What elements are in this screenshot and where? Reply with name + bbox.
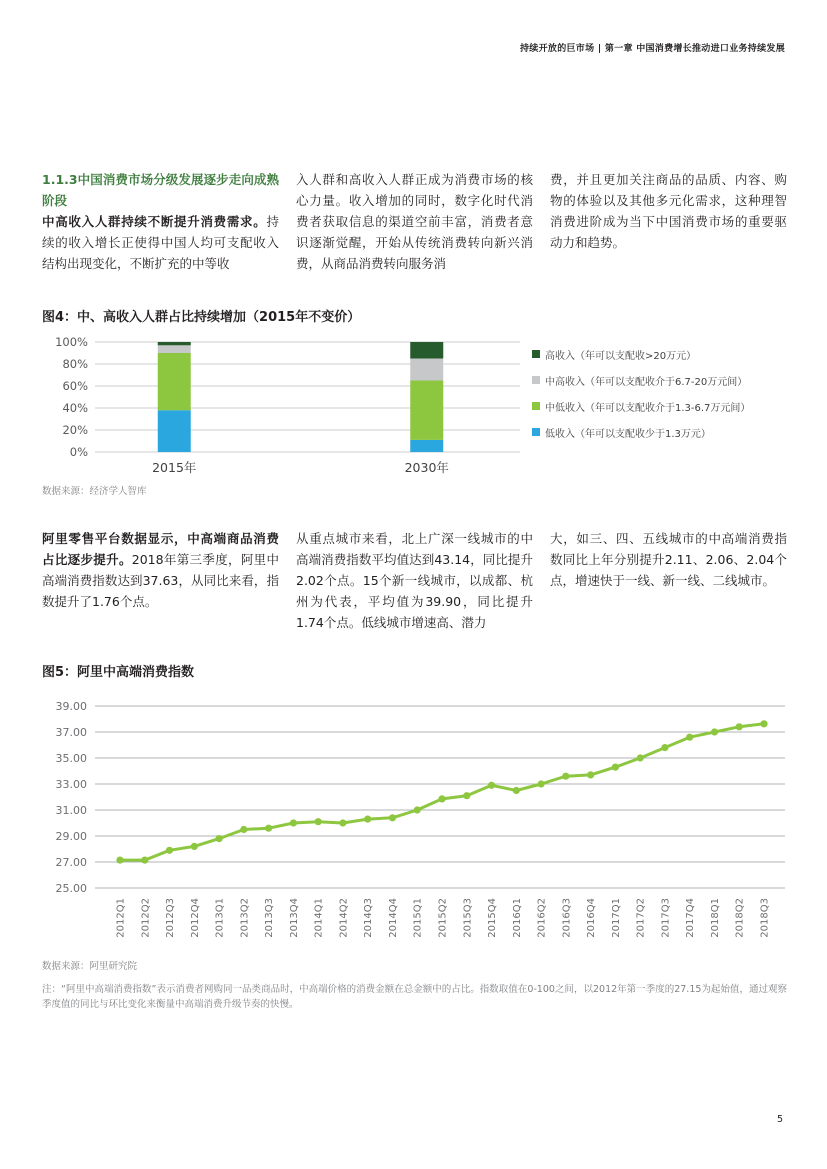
page-number: 5: [776, 1114, 783, 1125]
x-tick-label: 2016Q3: [561, 898, 573, 938]
text-column-1: [42, 528, 279, 633]
figure4-stacked-bar-chart: [42, 332, 528, 484]
x-tick-label: 2018Q3: [759, 898, 771, 938]
bar-segment: [158, 345, 191, 353]
paragraph-text: 费，并且更加关注商品的品质、内容、购物的体验以及其他多元化需求，这种理智消费进阶成为当下中国消费市场的重要驱动力和趋势。: [550, 172, 787, 250]
data-point: [711, 728, 718, 735]
data-point: [141, 857, 148, 864]
y-tick-label: 39.00: [55, 700, 87, 713]
section-heading: 1.1.3中国消费市场分级发展逐步走向成熟阶段: [42, 172, 279, 208]
bar-segment: [410, 342, 443, 359]
text-column-2: [296, 169, 533, 274]
x-tick-label: 2015Q1: [412, 898, 424, 938]
data-point: [438, 795, 445, 802]
paragraph-text: 2018年第三季度，阿里中高端消费指数达到37.63，从同比来看，指数提升了1.76个点。: [42, 552, 279, 609]
y-tick-label: 80%: [62, 357, 88, 371]
data-point: [736, 723, 743, 730]
x-tick-label: 2016Q2: [536, 898, 548, 938]
legend-item: [532, 367, 750, 393]
x-tick-label: 2015Q2: [437, 898, 449, 938]
bar-segment: [410, 440, 443, 452]
x-tick-label: 2012Q4: [189, 898, 201, 938]
y-tick-label: 25.00: [55, 882, 87, 895]
x-tick-label: 2016Q1: [511, 898, 523, 938]
legend-item: [532, 341, 750, 367]
data-point: [290, 819, 297, 826]
bar-segment: [158, 342, 191, 345]
x-tick-label: 2013Q1: [214, 898, 226, 938]
data-point: [488, 782, 495, 789]
legend-item: [532, 419, 750, 445]
legend-swatch: [532, 350, 540, 358]
data-point: [389, 814, 396, 821]
paragraph-lead: 阿里零售平台数据显示，中高端商品消费占比逐步提升。: [42, 531, 279, 567]
text-column-2: [296, 528, 533, 633]
paragraph-text: 从重点城市来看，北上广深一线城市的中高端消费指数平均值达到43.14，同比提升2.02个点。15个新一线城市，以成都、杭州为代表，平均值为39.90，同比提升1.74个点。低线城市增速高、潜力: [296, 531, 533, 630]
x-tick-label: 2015Q3: [462, 898, 474, 938]
figure4-title: 图4：中、高收入人群占比持续增加（2015年不变价）: [42, 310, 361, 325]
legend-item: [532, 393, 750, 419]
y-tick-label: 27.00: [55, 856, 87, 869]
x-tick-label: 2013Q3: [264, 898, 276, 938]
legend-label: 中高收入（年可以支配收介于6.7-20万元间）: [545, 376, 748, 388]
data-point: [265, 825, 272, 832]
data-point: [414, 806, 421, 813]
y-tick-label: 0%: [69, 445, 88, 459]
data-point: [315, 818, 322, 825]
x-category-label: 2030年: [404, 460, 449, 475]
bar-segment: [158, 353, 191, 410]
paragraph: [42, 211, 279, 274]
x-tick-label: 2013Q4: [288, 898, 300, 938]
data-point: [612, 764, 619, 771]
x-category-label: 2015年: [152, 460, 197, 475]
y-tick-label: 35.00: [55, 752, 87, 765]
data-point: [637, 754, 644, 761]
figure4-source: 数据来源：经济学人智库: [42, 486, 147, 497]
text-column-3: [550, 169, 787, 274]
paragraph: [42, 528, 279, 612]
x-tick-label: 2012Q3: [165, 898, 177, 938]
data-point: [562, 773, 569, 780]
legend-label: 中低收入（年可以支配收介于1.3-6.7万元间）: [545, 402, 751, 414]
data-point: [661, 744, 668, 751]
data-point: [513, 787, 520, 794]
x-tick-label: 2018Q1: [709, 898, 721, 938]
legend-swatch: [532, 376, 540, 384]
y-tick-label: 37.00: [55, 726, 87, 739]
bar-segment: [410, 381, 443, 440]
legend-label: 低收入（年可以支配收少于1.3万元）: [545, 428, 711, 440]
x-tick-label: 2012Q2: [140, 898, 152, 938]
y-tick-label: 60%: [62, 379, 88, 393]
paragraph-text: 大，如三、四、五线城市的中高端消费指数同比上年分别提升2.11、2.06、2.04个点，增速快于一线、新一线、二线城市。: [550, 531, 787, 588]
text-column-3: [550, 528, 787, 633]
data-point: [116, 857, 123, 864]
x-tick-label: 2013Q2: [239, 898, 251, 938]
data-point: [686, 734, 693, 741]
page-header: 持续开放的巨市场 | 第一章 中国消费增长推动进口业务持续发展: [520, 44, 785, 54]
intro-text-columns: [42, 169, 787, 274]
data-point: [538, 780, 545, 787]
data-point: [339, 819, 346, 826]
data-point: [760, 720, 767, 727]
y-tick-label: 31.00: [55, 804, 87, 817]
data-point: [166, 847, 173, 854]
x-tick-label: 2018Q2: [734, 898, 746, 938]
body-text-columns: [42, 528, 787, 633]
y-tick-label: 29.00: [55, 830, 87, 843]
x-tick-label: 2015Q4: [487, 898, 499, 938]
data-point: [463, 792, 470, 799]
y-tick-label: 100%: [55, 335, 88, 349]
x-tick-label: 2017Q3: [660, 898, 672, 938]
paragraph-lead: 中高收入人群持续不断提升消费需求。: [42, 214, 267, 229]
data-point: [364, 816, 371, 823]
x-tick-label: 2014Q4: [387, 898, 399, 938]
bar-segment: [158, 410, 191, 452]
figure5-source: 数据来源：阿里研究院: [42, 961, 138, 972]
x-tick-label: 2014Q3: [363, 898, 375, 938]
x-tick-label: 2016Q4: [586, 898, 598, 938]
data-point: [216, 835, 223, 842]
legend-label: 高收入（年可以支配收>20万元）: [545, 350, 697, 362]
data-point: [240, 826, 247, 833]
figure5-title: 图5：阿里中高端消费指数: [42, 665, 195, 680]
x-tick-label: 2014Q2: [338, 898, 350, 938]
x-tick-label: 2012Q1: [115, 898, 127, 938]
x-tick-label: 2017Q4: [685, 898, 697, 938]
y-tick-label: 20%: [62, 423, 88, 437]
paragraph-text: 入人群和高收入人群正成为消费市场的核心力量。收入增加的同时，数字化时代消费者获取信息的渠道空前丰富，消费者意识逐渐觉醒，开始从传统消费转向新兴消费，从商品消费转向服务消: [296, 172, 533, 271]
text-column-1: [42, 169, 279, 274]
figure4-legend: [532, 332, 750, 445]
x-tick-label: 2014Q1: [313, 898, 325, 938]
figure5-line-chart: [42, 692, 787, 950]
x-tick-label: 2017Q1: [610, 898, 622, 938]
y-tick-label: 33.00: [55, 778, 87, 791]
data-point: [191, 843, 198, 850]
figure5-note: 注：“阿里中高端消费指数”表示消费者网购同一品类商品时，中高端价格的消费金额在总金额中的占比。指数取值在0-100之间，以2012年第一季度的27.15为起始值，通过观察季度值的同比与环比变化来衡量中高端消费升级节奏的快慢。: [42, 984, 787, 1010]
data-point: [587, 771, 594, 778]
bar-segment: [410, 359, 443, 381]
paragraph-text: 持续的收入增长正使得中国人均可支配收入结构出现变化，不断扩充的中等收: [42, 214, 279, 271]
x-tick-label: 2017Q2: [635, 898, 647, 938]
figure4-chart-area: [42, 332, 750, 484]
y-tick-label: 40%: [62, 401, 88, 415]
legend-swatch: [532, 428, 540, 436]
legend-swatch: [532, 402, 540, 410]
